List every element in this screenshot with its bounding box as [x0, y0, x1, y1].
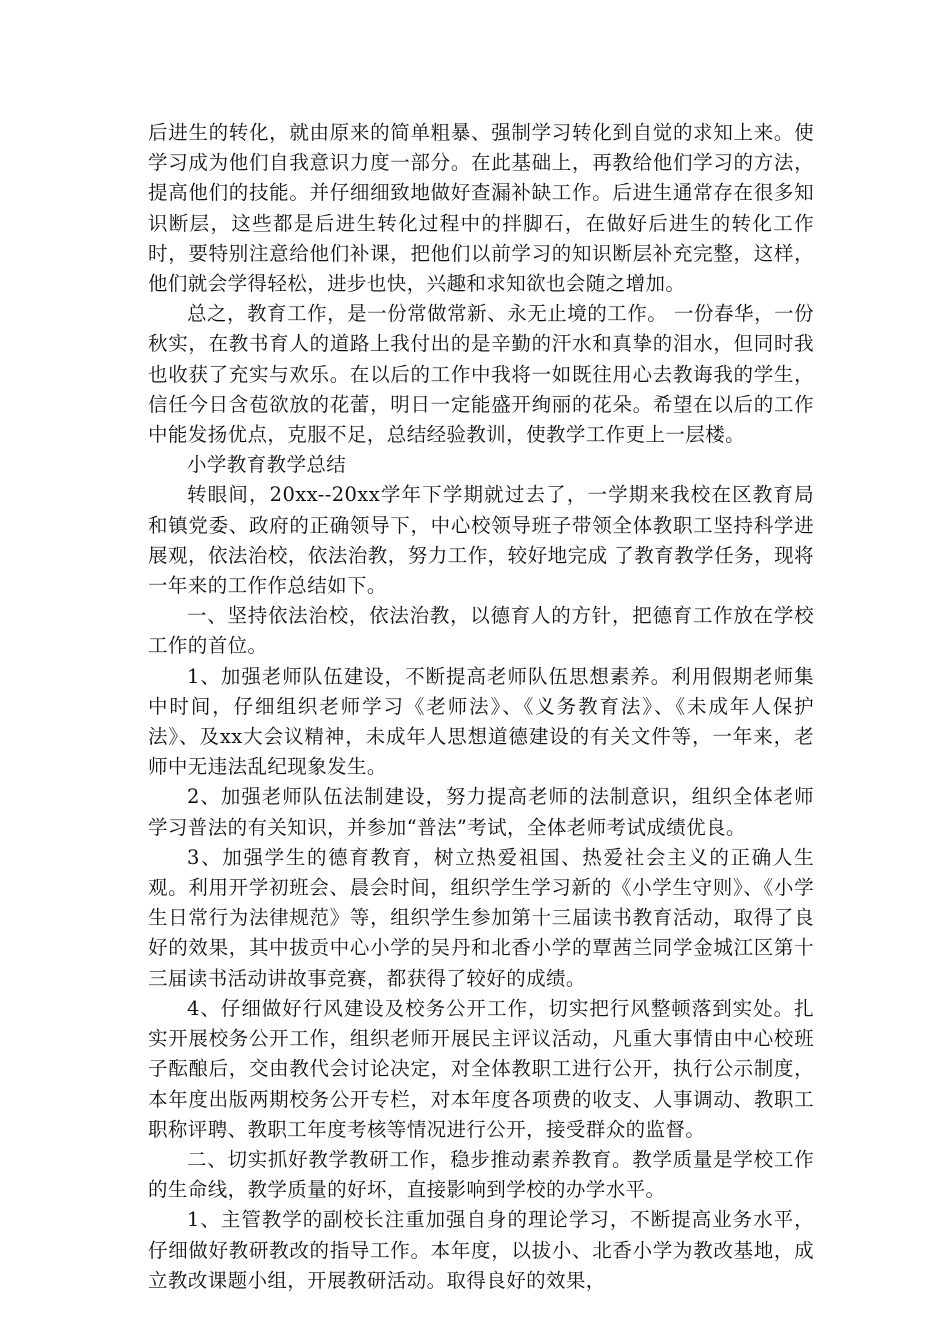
paragraph-underachiever-conversion: 后进生的转化，就由原来的简单粗暴、强制学习转化到自觉的求知上来。使学习成为他们自我意识力度一部分。在此基础上，再教给他们学习的方法，提高他们的技能。并仔细细致地做好查漏补缺工作。后进生通常存在很多知识断层，这些都是后进生转化过程中的拌脚石，在做好后进生的转化工作时，要特别注意给他们补课，把他们以前学习的知识断层补充完整，这样，他们就会学得轻松，进步也快，兴趣和求知欲也会随之增加。 — [148, 121, 814, 296]
paragraph-item-4: 4、仔细做好行风建设及校务公开工作，切实把行风整顿落到实处。扎实开展校务公开工作，组织老师开展民主评议活动，凡重大事情由中心校班子酝酿后，交由教代会讨论决定，对全体教职工进行公开，执行公示制度，本年度出版两期校务公开专栏，对本年度各项费的收支、人事调动、教职工职称评聘、教职工年度考核等情况进行公开，接受群众的监督。 — [148, 996, 814, 1141]
paragraph-conclusion: 总之，教育工作，是一份常做常新、永无止境的工作。 一份春华，一份秋实，在教书育人的道路上我付出的是辛勤的汗水和真挚的泪水，但同时我也收获了充实与欢乐。在以后的工作中我将一如既往用心去教诲我的学生，信任今日含苞欲放的花蕾，明日一定能盛开绚丽的花朵。希望在以后的工作中能发扬优点，克服不足，总结经验教训，使教学工作更上一层楼。 — [148, 302, 814, 447]
paragraph-point-two: 二、切实抓好教学教研工作，稳步推动素养教育。教学质量是学校工作的生命线，教学质量的好坏，直接影响到学校的办学水平。 — [148, 1147, 814, 1202]
paragraph-item-3: 3、加强学生的德育教育，树立热爱祖国、热爱社会主义的正确人生观。利用开学初班会、晨会时间，组织学生学习新的《小学生守则》、《小学生日常行为法律规范》等，组织学生参加第十三届读书教育活动，取得了良好的效果，其中拔贡中心小学的吴丹和北香小学的覃茜兰同学金城江区第十三届读书活动讲故事竞赛，都获得了较好的成绩。 — [148, 845, 814, 990]
document-page — [148, 118, 814, 1296]
section-heading: 小学教育教学总结 — [187, 453, 347, 477]
paragraph-point-one: 一、坚持依法治校，依法治教，以德育人的方针，把德育工作放在学校工作的首位。 — [148, 604, 814, 658]
paragraph-intro: 转眼间，20xx--20xx学年下学期就过去了，一学期来我校在区教育局和镇党委、政府的正确领导下，中心校领导班子带领全体教职工坚持科学进展观，依法治校，依法治教，努力工作，较好地完成 了教育教学任务，现将一年来的工作作总结如下。 — [148, 483, 814, 598]
paragraph-item-2: 2、加强老师队伍法制建设，努力提高老师的法制意识，组织全体老师学习普法的有关知识，并参加“普法”考试，全体老师考试成绩优良。 — [148, 785, 814, 839]
paragraph-item-1: 1、加强老师队伍建设，不断提高老师队伍思想素养。利用假期老师集中时间，仔细组织老师学习《老师法》、《义务教育法》、《未成年人保护法》、及xx大会议精神，未成年人思想道德建设的有关文件等，一年来，老师中无违法乱纪现象发生。 — [148, 664, 814, 779]
paragraph-teaching-item-1: 1、主管教学的副校长注重加强自身的理论学习，不断提高业务水平，仔细做好教研教改的指导工作。本年度，以拔小、北香小学为教改基地，成立教改课题小组，开展教研活动。取得良好的效果， — [148, 1208, 814, 1292]
